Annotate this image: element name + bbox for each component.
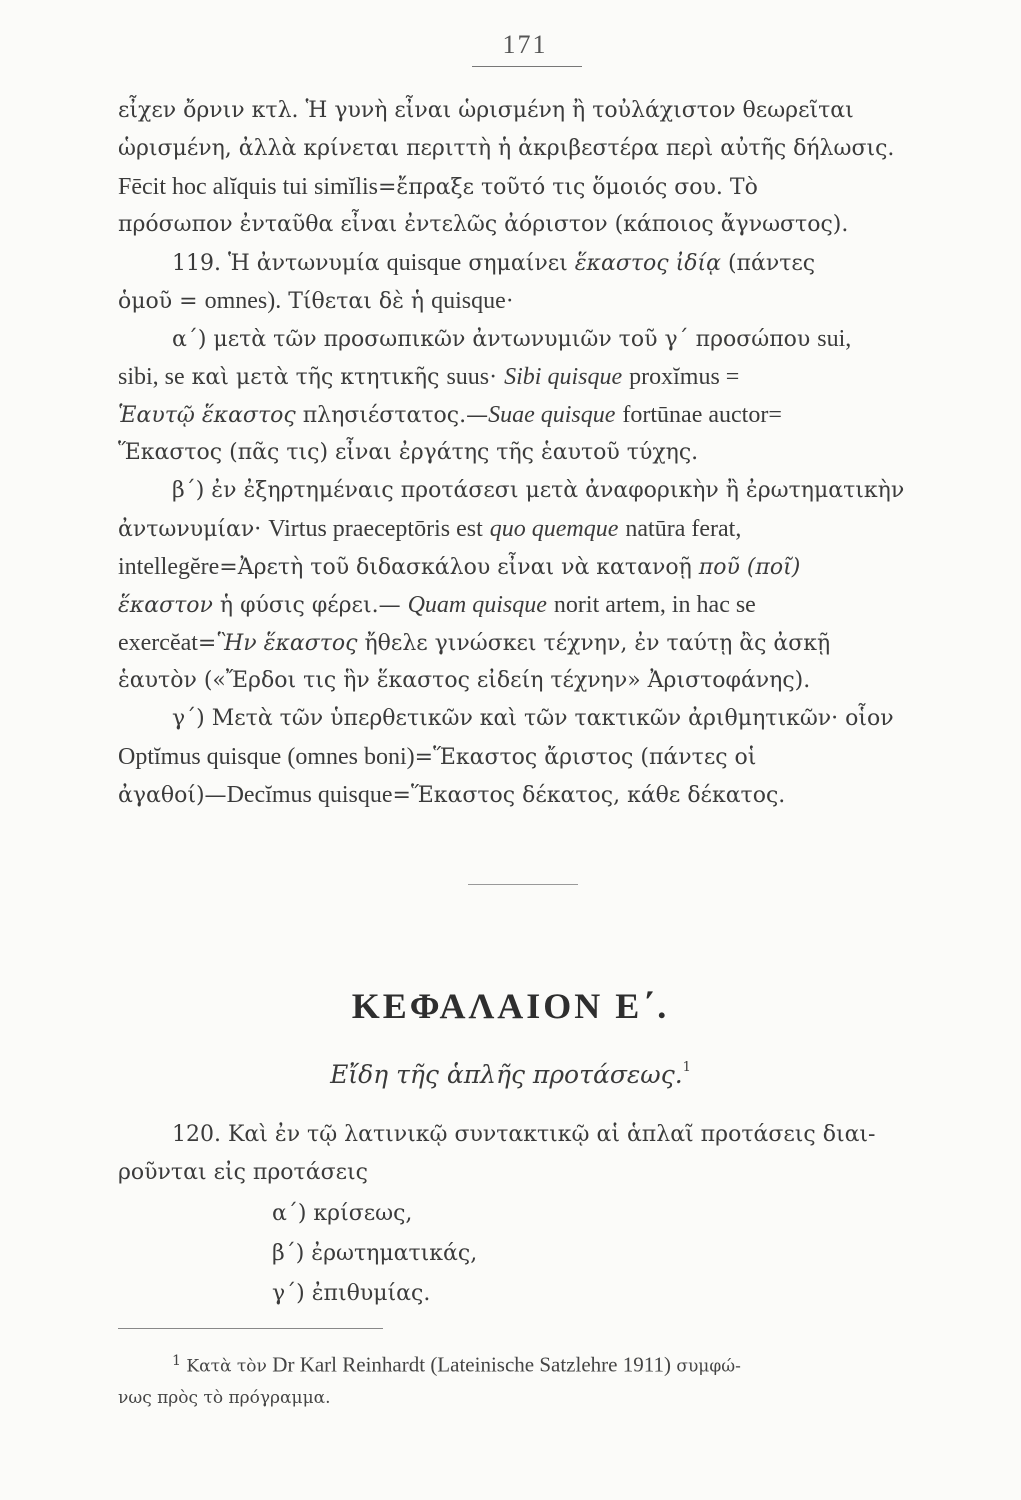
greek-text: ἀγαθοί)—: [118, 783, 227, 808]
greek-italic: Ἑαυτῷ ἕκαστος: [118, 403, 296, 428]
latin-word: sui,: [817, 326, 852, 352]
latin-word: proxĭmus =: [629, 364, 740, 390]
text-line: [118, 358, 938, 396]
greek-text: ἡ φύσις φέρει.—: [219, 593, 401, 618]
latin-word: natūra ferat,: [625, 516, 742, 542]
greek-text: ὁμοῦ =: [118, 289, 198, 314]
text-line: ὡρισμένη, ἀλλὰ κρίνεται περιττὴ ἡ ἀκριβεστέρα περὶ αὐτῆς δήλωσις.: [118, 136, 895, 161]
section-divider: [468, 884, 578, 885]
text-line: [118, 396, 938, 434]
greek-text: (πάντες: [727, 251, 816, 276]
list-item: β΄) ἐρωτηματικάς,: [272, 1241, 478, 1266]
sentence-types-list: [272, 1194, 477, 1314]
latin-word: Decĭmus quisque: [226, 782, 393, 808]
greek-text: πλησιέστατος.—: [302, 403, 489, 428]
text-line: [118, 738, 938, 776]
greek-text: =Ἕκαστος ἄριστος (πάντες οἱ: [414, 745, 757, 770]
list-item: α΄) κρίσεως,: [272, 1201, 413, 1226]
text-line: β΄) ἐν ἐξηρτημέναις προτάσεσι μετὰ ἀναφορικὴν ἢ ἐρωτηματικὴν: [172, 478, 905, 503]
footnote-rule: [118, 1328, 383, 1329]
greek-italic: ἕκαστον: [118, 593, 213, 618]
latin-phrase: Fēcit hoc alĭquis tui simĭlis: [118, 174, 378, 200]
greek-text: =ἔπραξε τοῦτό τις ὅμοιός σου. Τὸ: [378, 175, 758, 200]
latin-word: Optĭmus quisque (omnes boni): [118, 744, 415, 770]
greek-text: καὶ μετὰ τῆς κτητικῆς: [191, 365, 440, 390]
footnote-marker: 1: [172, 1353, 182, 1369]
text-line: 120. Καὶ ἐν τῷ λατινικῷ συντακτικῷ αἱ ἁπλαῖ προτάσεις διαι-: [172, 1122, 876, 1147]
latin-reference: Dr Karl Reinhardt (Lateinische Satzlehre 1911): [272, 1352, 671, 1377]
greek-italic: ἕκαστος ἰδίᾳ: [574, 251, 721, 276]
greek-text: 119. Ἡ ἀντωνυμία: [172, 251, 380, 276]
text-line: [118, 510, 938, 548]
greek-text: ἤθελε γινώσκει τέχνην, ἐν ταύτῃ ἂς ἀσκῇ: [364, 631, 831, 656]
greek-text: ἀντωνυμίαν·: [118, 517, 262, 542]
greek-text: =Ἀρετὴ τοῦ διδασκάλου εἶναι νὰ κατανοῇ: [219, 555, 692, 580]
text-line: ἑαυτὸν («Ἔρδοι τις ἣν ἕκαστος εἰδείη τέχνην» Ἀριστοφάνης).: [118, 668, 811, 693]
greek-text: συμφώ-: [676, 1356, 741, 1377]
text-line: εἶχεν ὄρνιν κτλ. Ἡ γυνὴ εἶναι ὡρισμένη ἢ τοὐλάχιστον θεωρεῖται: [118, 98, 854, 123]
text-line: [118, 548, 938, 586]
equals-sign: =: [197, 631, 217, 656]
chapter-title: ΚΕΦΑΛΑΙΟΝ Ε΄.: [351, 986, 670, 1026]
latin-word: norit artem, in hac se: [553, 592, 756, 618]
list-item: γ΄) ἐπιθυμίας.: [272, 1281, 431, 1306]
latin-italic: quo quemque: [489, 516, 619, 542]
page-number-rule: [472, 66, 582, 67]
text-line: [118, 168, 938, 206]
text-line: [118, 776, 938, 814]
text-line: [118, 624, 938, 662]
latin-word: fortūnae auctor=: [622, 402, 782, 428]
latin-word: suus·: [446, 364, 498, 390]
latin-word: Virtus praeceptōris est: [268, 516, 483, 542]
section-119-heading: [118, 244, 938, 282]
greek-text: Κατὰ τὸν: [186, 1356, 267, 1377]
chapter-subtitle: [0, 1060, 1021, 1089]
latin-italic: Quam quisque: [407, 592, 547, 618]
footnote: [118, 1346, 958, 1414]
greek-text: Τίθεται δὲ ἡ: [288, 289, 425, 314]
latin-word: quisque: [386, 250, 462, 276]
greek-italic: Ἣν ἕκαστος: [216, 631, 358, 656]
footnote-ref: 1: [682, 1060, 691, 1075]
text-line: [118, 320, 938, 358]
greek-italic: ποῦ (ποῖ): [698, 555, 801, 580]
latin-italic: Suae quisque: [488, 402, 616, 428]
text-line: ροῦνται εἰς προτάσεις: [118, 1160, 368, 1185]
text-line: [118, 282, 938, 320]
footnote-line: νως πρὸς τὸ πρόγραμμα.: [118, 1387, 331, 1408]
latin-italic: Sibi quisque: [504, 364, 623, 390]
text-line: Ἕκαστος (πᾶς τις) εἶναι ἐργάτης τῆς ἑαυτοῦ τύχης.: [118, 440, 699, 465]
section-120: [118, 1115, 958, 1191]
footnote-line: [118, 1346, 958, 1383]
latin-word: intellegĕre: [118, 554, 220, 580]
text-line: πρόσωπον ἐνταῦθα εἶναι ἐντελῶς ἀόριστον (κάποιος ἄγνωστος).: [118, 212, 849, 237]
greek-text: =Ἕκαστος δέκατος, κάθε δέκατος.: [392, 783, 786, 808]
text-line: γ΄) Μετὰ τῶν ὑπερθετικῶν καὶ τῶν τακτικῶν ἀριθμητικῶν· οἷον: [172, 706, 894, 731]
latin-word: exercĕat: [118, 630, 198, 656]
subtitle-text: Εἴδη τῆς ἁπλῆς προτάσεως.: [330, 1060, 683, 1089]
page-number: 171: [502, 30, 548, 59]
latin-word: omnes).: [204, 288, 282, 314]
text-line: [118, 586, 938, 624]
latin-word: sibi, se: [118, 364, 185, 390]
latin-word: quisque·: [431, 288, 514, 314]
greek-text: σημαίνει: [468, 251, 568, 276]
body-text: [118, 92, 938, 814]
greek-text: α΄) μετὰ τῶν προσωπικῶν ἀντωνυμιῶν τοῦ γ΄ προσώπου: [172, 327, 811, 352]
